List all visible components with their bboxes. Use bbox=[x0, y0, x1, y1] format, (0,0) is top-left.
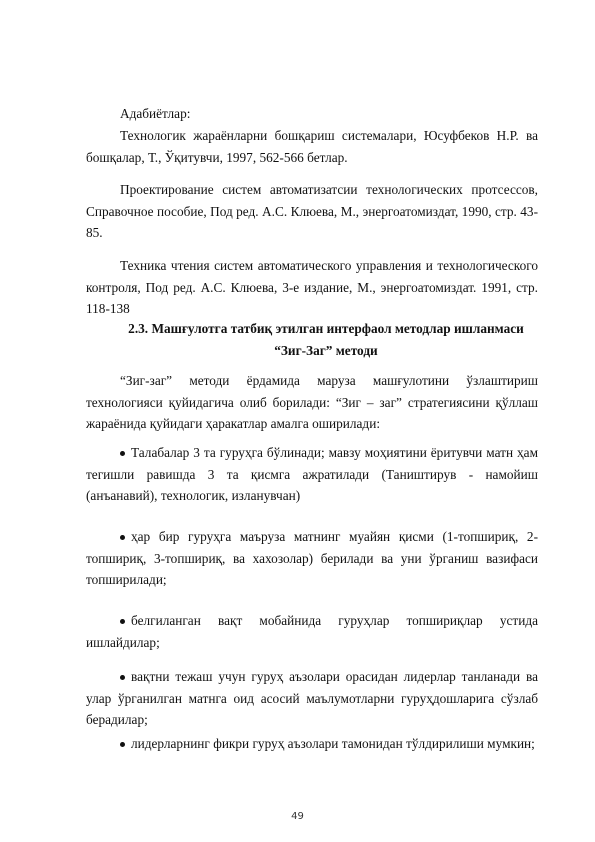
reference-item-3: Техника чтения систем автоматического управления и технологического контроля, Под ред. А.С. Клюева, 3-е издание, М., энергоатомиздат. 1991, стр. 118-138 bbox=[86, 258, 538, 316]
bullet-text: белгиланган вақт мобайнида гуруҳлар топшириқлар устида ишлайдилар; bbox=[86, 613, 538, 650]
bullet-icon bbox=[120, 535, 125, 540]
bullet-icon bbox=[120, 451, 125, 456]
section-subheading: “Зиг-Заг” методи bbox=[274, 343, 378, 358]
bullet-text: Талабалар 3 та гуруҳга бўлинади; мавзу моҳиятини ёритувчи матн ҳам тегишли равишда 3 та қисмга ажратилади (Таништирув - намойиш (анъанавий), технологик, изланувчан) bbox=[86, 445, 538, 503]
bullet-text: лидерларнинг фикри гуруҳ аъзолари тамонидан тўлдирилиши мумкин; bbox=[131, 736, 535, 751]
bullet-text: ҳар бир гуруҳга маъруза матнинг муайян қисми (1-топшириқ, 2-топшириқ, 3-топшириқ, ва хахозолар) берилади ва уни ўрганиш вазифаси топширилади; bbox=[86, 529, 538, 587]
reference-item-2: Проектирование систем автоматизатсии технологических протсессов, Справочное пособие, Под ред. А.С. Клюева, М., энергоатомиздат, 1990, стр. 43-85. bbox=[86, 182, 538, 240]
bullet-item-4 bbox=[86, 666, 538, 731]
reference-item-1: Технологик жараёнларни бошқариш системалари, Юсуфбеков Н.Р. ва бошқалар, Т., Ўқитувчи, 1997, 562-566 бетлар. bbox=[86, 128, 538, 165]
bullet-icon bbox=[120, 619, 125, 624]
bullet-item-1 bbox=[86, 442, 538, 507]
section-heading: 2.3. Машғулотга татбиқ этилган интерфаол методлар ишланмаси bbox=[128, 321, 524, 336]
bullet-icon bbox=[120, 675, 125, 680]
bullet-icon bbox=[120, 742, 125, 747]
references-title: Адабиётлар: bbox=[120, 106, 191, 121]
bullet-item-5 bbox=[86, 733, 538, 755]
bullet-item-3 bbox=[86, 610, 538, 653]
section-intro: “Зиг-заг” методи ёрдамида маруза машғулотини ўзлаштириш технологияси қуйидагича олиб борилади: “Зиг – заг” стратегиясини қўллаш жараёнида қуйидаги ҳаракатлар амалга оширилади: bbox=[86, 373, 538, 431]
bullet-text: вақтни тежаш учун гуруҳ аъзолари орасидан лидерлар танланади ва улар ўрганилган матнга оид асосий маълумотларни гуруҳдошларига сўзлаб берадилар; bbox=[86, 669, 538, 727]
page-number: 49 bbox=[291, 811, 304, 822]
bullet-item-2 bbox=[86, 526, 538, 591]
